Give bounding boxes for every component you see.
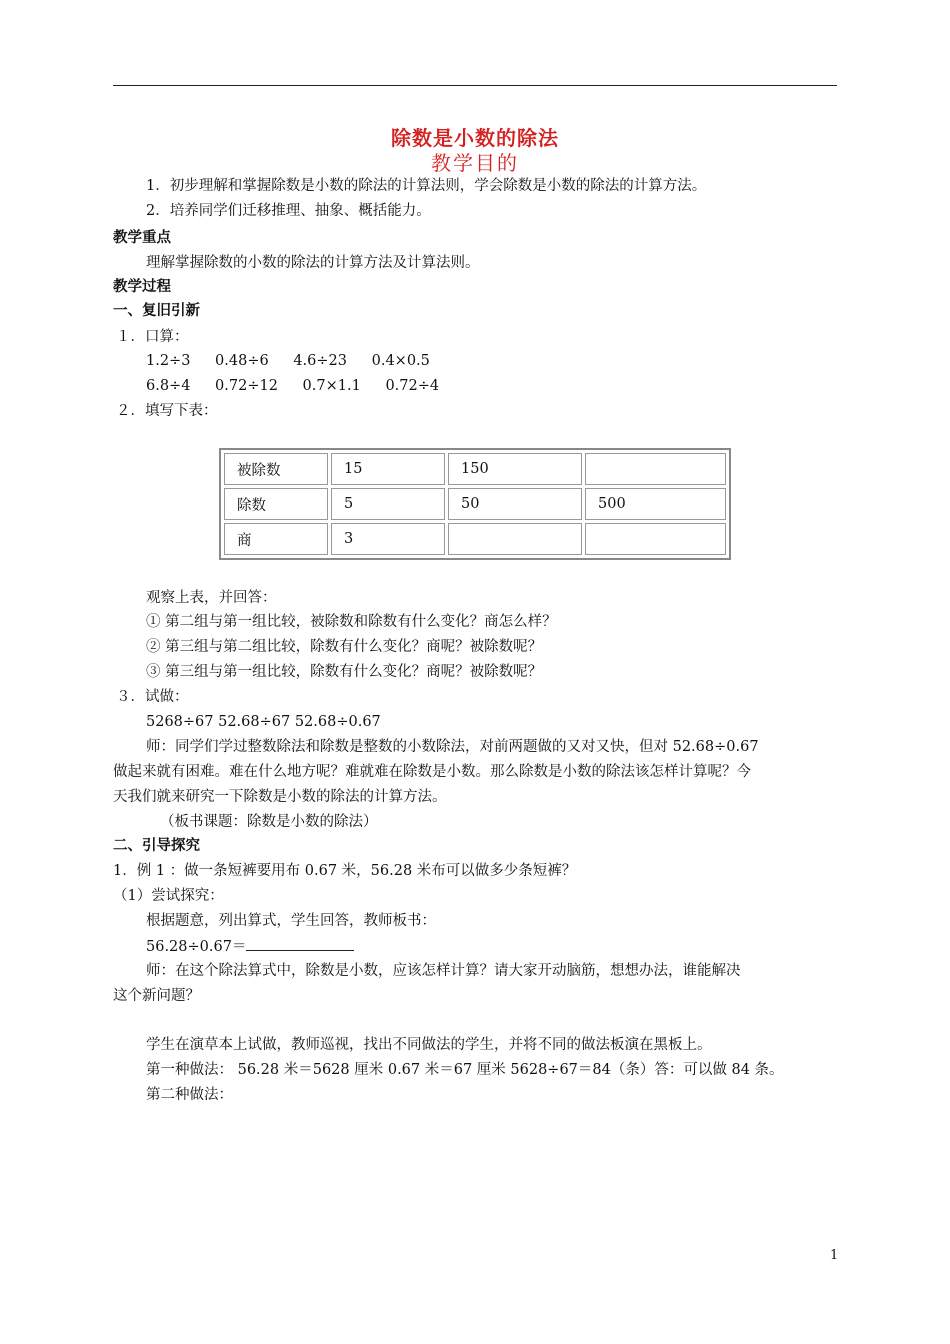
oral-item: 0.48÷6 — [215, 353, 269, 369]
teacher-para1-line2: 做起来就有困难。难在什么地方呢？难就难在除数是小数。那么除数是小数的除法该怎样计算呢？今 — [113, 764, 751, 780]
oral-item: 0.4×0.5 — [371, 353, 430, 369]
example-1: 1．例 1 ：做一条短裤要用布 0.67 米，56.28 米布可以做多少条短裤？ — [113, 863, 577, 879]
method-1: 第一种做法： 56.28 米＝5628 厘米 0.67 米＝67 厘米 5628÷67＝84（条）答：可以做 84 条。 — [146, 1062, 784, 1078]
oral-item: 1.2÷3 — [146, 353, 191, 369]
oral-row-1 — [146, 351, 450, 371]
try-label: ３．试做： — [116, 689, 189, 705]
teacher-para1-line3: 天我们就来研究一下除数是小数的除法的计算方法。 — [113, 789, 447, 805]
table-row — [224, 453, 726, 485]
table-cell — [448, 523, 582, 555]
division-table — [219, 448, 731, 560]
teacher-para1-line1: 师：同学们学过整数除法和除数是整数的小数除法，对前两题做的又对又快，但对 52.68÷0.67 — [146, 739, 759, 755]
table-row — [224, 523, 726, 555]
table-cell: 被除数 — [224, 453, 328, 485]
oral-row-2 — [146, 376, 459, 396]
table-cell: 3 — [331, 523, 445, 555]
section1-heading: 一、复旧引新 — [113, 303, 200, 319]
table-cell: 15 — [331, 453, 445, 485]
try-explore: （1）尝试探究： — [113, 888, 224, 904]
oral-item: 6.8÷4 — [146, 378, 191, 394]
table-cell: 商 — [224, 523, 328, 555]
teacher-para2-line1: 师：在这个除法算式中，除数是小数，应该怎样计算？请大家开动脑筋，想想办法，谁能解决 — [146, 963, 741, 979]
question-1: ① 第二组与第一组比较，被除数和除数有什么变化？商怎么样？ — [146, 614, 557, 630]
key-text: 理解掌握除数的小数的除法的计算方法及计算法则。 — [146, 255, 480, 271]
question-3: ③ 第三组与第一组比较，除数有什么变化？商呢？被除数呢？ — [146, 664, 543, 680]
lead-text: 根据题意，列出算式，学生回答，教师板书： — [146, 913, 436, 929]
table-cell — [585, 523, 726, 555]
fill-label: ２．填写下表： — [116, 403, 218, 419]
oral-label: １．口算： — [116, 329, 189, 345]
table-cell: 50 — [448, 488, 582, 520]
table-cell: 5 — [331, 488, 445, 520]
answer-blank — [246, 936, 354, 951]
table-cell: 500 — [585, 488, 726, 520]
equation-line — [146, 936, 354, 957]
process-heading: 教学过程 — [113, 279, 171, 295]
table-cell: 除数 — [224, 488, 328, 520]
table-row — [224, 488, 726, 520]
key-heading: 教学重点 — [113, 230, 171, 246]
table-cell — [585, 453, 726, 485]
page-title: 除数是小数的除法 — [391, 126, 559, 150]
teacher-para2-line2: 这个新问题？ — [113, 988, 200, 1004]
section2-heading: 二、引导探究 — [113, 838, 200, 854]
table-cell: 150 — [448, 453, 582, 485]
oral-item: 0.7×1.1 — [302, 378, 361, 394]
method-2: 第二种做法： — [146, 1087, 233, 1103]
page-number: 1 — [830, 1248, 839, 1263]
oral-item: 4.6÷23 — [293, 353, 347, 369]
oral-item: 0.72÷12 — [215, 378, 278, 394]
objective-1: 1．初步理解和掌握除数是小数的除法的计算法则，学会除数是小数的除法的计算方法。 — [146, 178, 707, 194]
header-rule — [113, 85, 837, 86]
board-title: （板书课题：除数是小数的除法） — [160, 814, 378, 830]
equation: 56.28÷0.67＝ — [146, 939, 247, 955]
student-text: 学生在演草本上试做，教师巡视，找出不同做法的学生，并将不同的做法板演在黑板上。 — [146, 1037, 712, 1053]
page-subtitle: 教学目的 — [431, 151, 519, 175]
observe-text: 观察上表，并回答： — [146, 590, 277, 606]
oral-item: 0.72÷4 — [385, 378, 440, 394]
objective-2: 2．培养同学们迁移推理、抽象、概括能力。 — [146, 203, 431, 219]
try-items: 5268÷67 52.68÷67 52.68÷0.67 — [146, 714, 381, 730]
question-2: ② 第三组与第二组比较，除数有什么变化？商呢？被除数呢？ — [146, 639, 543, 655]
